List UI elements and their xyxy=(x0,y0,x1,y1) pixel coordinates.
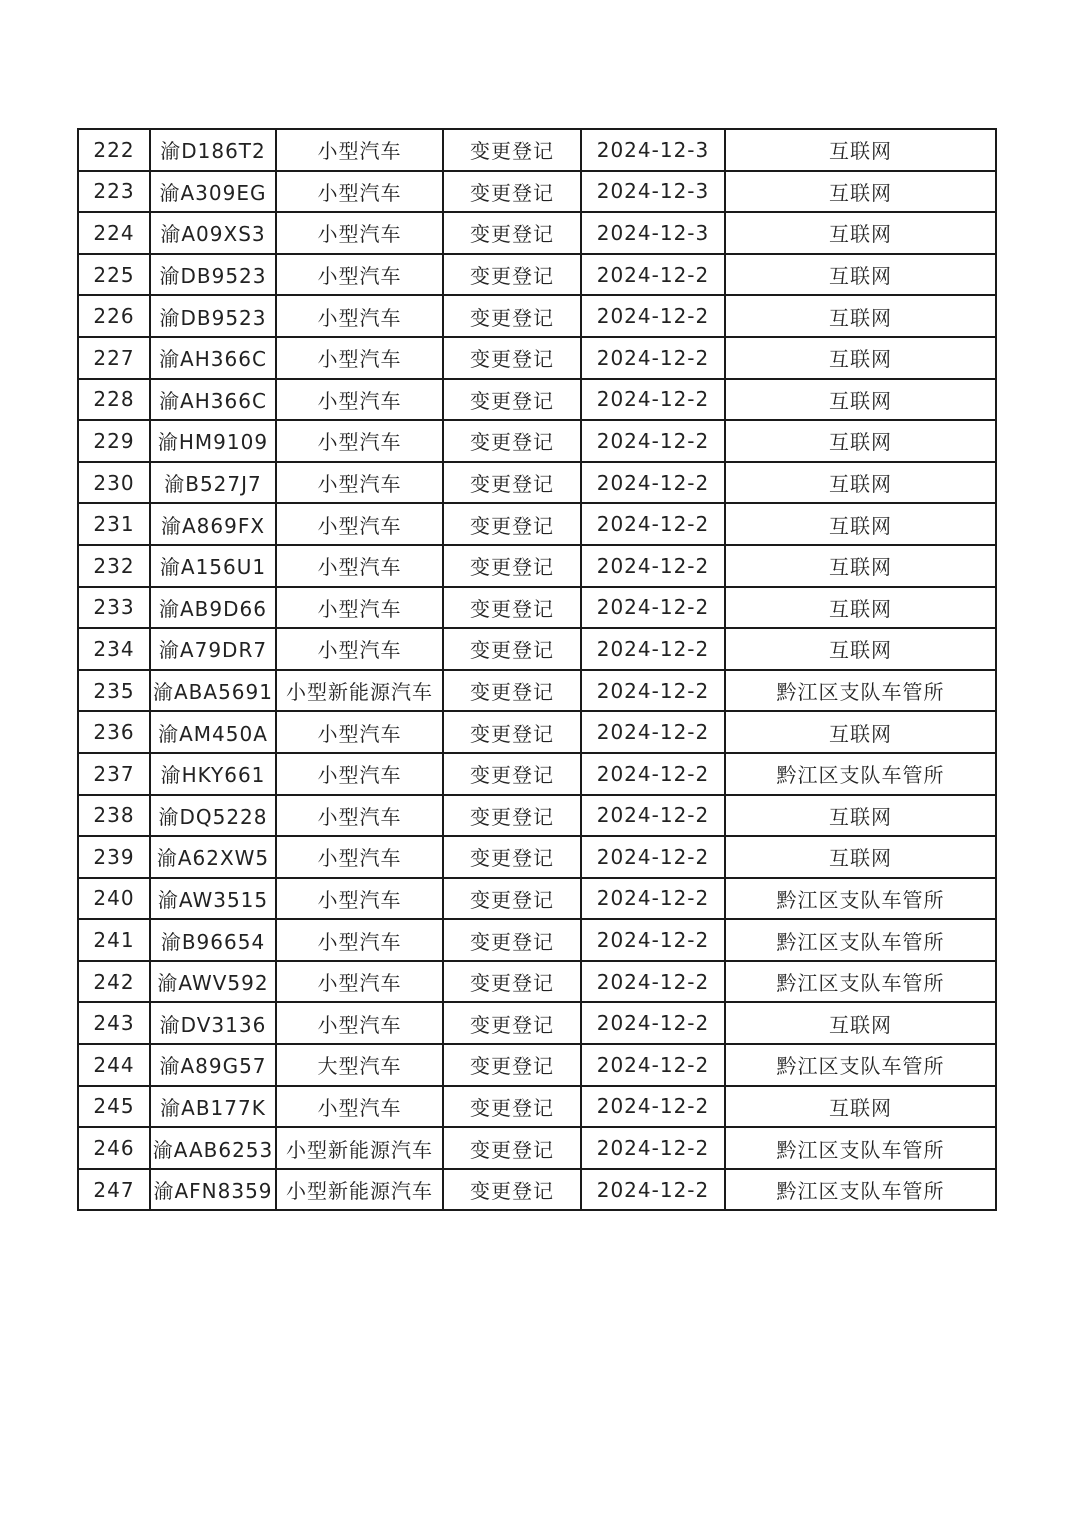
office-cell: 互联网 xyxy=(725,1002,996,1044)
row-number-cell: 232 xyxy=(78,545,150,587)
table-row xyxy=(78,545,996,587)
vehicle-type-cell: 小型汽车 xyxy=(276,420,443,462)
office-cell: 黔江区支队车管所 xyxy=(725,1127,996,1169)
vehicle-type-cell: 小型新能源汽车 xyxy=(276,1127,443,1169)
table-row xyxy=(78,753,996,795)
date-cell: 2024-12-2 xyxy=(581,836,725,878)
office-cell: 互联网 xyxy=(725,379,996,421)
office-cell: 互联网 xyxy=(725,420,996,462)
office-cell: 互联网 xyxy=(725,212,996,254)
plate-number-cell: 渝AW3515 xyxy=(150,878,276,920)
table-row xyxy=(78,295,996,337)
row-number-cell: 244 xyxy=(78,1044,150,1086)
plate-number-cell: 渝A309EG xyxy=(150,171,276,213)
business-type-cell: 变更登记 xyxy=(443,171,581,213)
table-row xyxy=(78,670,996,712)
row-number-cell: 243 xyxy=(78,1002,150,1044)
plate-number-cell: 渝A156U1 xyxy=(150,545,276,587)
table-row xyxy=(78,1044,996,1086)
plate-number-cell: 渝ABA5691 xyxy=(150,670,276,712)
office-cell: 互联网 xyxy=(725,836,996,878)
plate-number-cell: 渝DQ5228 xyxy=(150,795,276,837)
table-row xyxy=(78,129,996,171)
business-type-cell: 变更登记 xyxy=(443,379,581,421)
vehicle-type-cell: 小型汽车 xyxy=(276,919,443,961)
row-number-cell: 247 xyxy=(78,1169,150,1211)
row-number-cell: 223 xyxy=(78,171,150,213)
row-number-cell: 226 xyxy=(78,295,150,337)
business-type-cell: 变更登记 xyxy=(443,1127,581,1169)
row-number-cell: 237 xyxy=(78,753,150,795)
row-number-cell: 227 xyxy=(78,337,150,379)
office-cell: 黔江区支队车管所 xyxy=(725,961,996,1003)
row-number-cell: 241 xyxy=(78,919,150,961)
business-type-cell: 变更登记 xyxy=(443,420,581,462)
vehicle-type-cell: 小型汽车 xyxy=(276,379,443,421)
plate-number-cell: 渝DV3136 xyxy=(150,1002,276,1044)
table-row xyxy=(78,337,996,379)
business-type-cell: 变更登记 xyxy=(443,545,581,587)
row-number-cell: 242 xyxy=(78,961,150,1003)
business-type-cell: 变更登记 xyxy=(443,795,581,837)
row-number-cell: 222 xyxy=(78,129,150,171)
office-cell: 互联网 xyxy=(725,587,996,629)
row-number-cell: 239 xyxy=(78,836,150,878)
plate-number-cell: 渝A89G57 xyxy=(150,1044,276,1086)
vehicle-type-cell: 大型汽车 xyxy=(276,1044,443,1086)
office-cell: 互联网 xyxy=(725,711,996,753)
plate-number-cell: 渝DB9523 xyxy=(150,295,276,337)
business-type-cell: 变更登记 xyxy=(443,961,581,1003)
registration-table xyxy=(77,128,997,1211)
table-row xyxy=(78,961,996,1003)
date-cell: 2024-12-2 xyxy=(581,628,725,670)
row-number-cell: 225 xyxy=(78,254,150,296)
vehicle-type-cell: 小型汽车 xyxy=(276,961,443,1003)
row-number-cell: 224 xyxy=(78,212,150,254)
plate-number-cell: 渝HKY661 xyxy=(150,753,276,795)
row-number-cell: 230 xyxy=(78,462,150,504)
date-cell: 2024-12-2 xyxy=(581,795,725,837)
table-row xyxy=(78,503,996,545)
date-cell: 2024-12-2 xyxy=(581,919,725,961)
plate-number-cell: 渝AFN8359 xyxy=(150,1169,276,1211)
date-cell: 2024-12-2 xyxy=(581,587,725,629)
plate-number-cell: 渝B96654 xyxy=(150,919,276,961)
plate-number-cell: 渝AM450A xyxy=(150,711,276,753)
row-number-cell: 240 xyxy=(78,878,150,920)
table-row xyxy=(78,420,996,462)
plate-number-cell: 渝A79DR7 xyxy=(150,628,276,670)
business-type-cell: 变更登记 xyxy=(443,628,581,670)
business-type-cell: 变更登记 xyxy=(443,254,581,296)
business-type-cell: 变更登记 xyxy=(443,129,581,171)
table-row xyxy=(78,171,996,213)
table-row xyxy=(78,212,996,254)
vehicle-type-cell: 小型汽车 xyxy=(276,878,443,920)
office-cell: 互联网 xyxy=(725,129,996,171)
table-row xyxy=(78,587,996,629)
plate-number-cell: 渝D186T2 xyxy=(150,129,276,171)
date-cell: 2024-12-2 xyxy=(581,1086,725,1128)
office-cell: 黔江区支队车管所 xyxy=(725,753,996,795)
business-type-cell: 变更登记 xyxy=(443,1086,581,1128)
plate-number-cell: 渝A869FX xyxy=(150,503,276,545)
plate-number-cell: 渝A09XS3 xyxy=(150,212,276,254)
row-number-cell: 233 xyxy=(78,587,150,629)
date-cell: 2024-12-3 xyxy=(581,212,725,254)
business-type-cell: 变更登记 xyxy=(443,587,581,629)
business-type-cell: 变更登记 xyxy=(443,212,581,254)
date-cell: 2024-12-2 xyxy=(581,379,725,421)
date-cell: 2024-12-2 xyxy=(581,503,725,545)
office-cell: 互联网 xyxy=(725,295,996,337)
business-type-cell: 变更登记 xyxy=(443,295,581,337)
table-row xyxy=(78,919,996,961)
date-cell: 2024-12-2 xyxy=(581,545,725,587)
vehicle-type-cell: 小型汽车 xyxy=(276,795,443,837)
table-row xyxy=(78,836,996,878)
table-body xyxy=(78,129,996,1210)
business-type-cell: 变更登记 xyxy=(443,836,581,878)
table-row xyxy=(78,795,996,837)
date-cell: 2024-12-2 xyxy=(581,878,725,920)
row-number-cell: 238 xyxy=(78,795,150,837)
business-type-cell: 变更登记 xyxy=(443,753,581,795)
office-cell: 互联网 xyxy=(725,795,996,837)
business-type-cell: 变更登记 xyxy=(443,462,581,504)
row-number-cell: 246 xyxy=(78,1127,150,1169)
date-cell: 2024-12-2 xyxy=(581,420,725,462)
plate-number-cell: 渝HM9109 xyxy=(150,420,276,462)
row-number-cell: 236 xyxy=(78,711,150,753)
row-number-cell: 228 xyxy=(78,379,150,421)
table-row xyxy=(78,1127,996,1169)
table-row xyxy=(78,711,996,753)
table-row xyxy=(78,379,996,421)
plate-number-cell: 渝AAB6253 xyxy=(150,1127,276,1169)
office-cell: 黔江区支队车管所 xyxy=(725,878,996,920)
business-type-cell: 变更登记 xyxy=(443,711,581,753)
plate-number-cell: 渝DB9523 xyxy=(150,254,276,296)
date-cell: 2024-12-2 xyxy=(581,295,725,337)
date-cell: 2024-12-2 xyxy=(581,462,725,504)
office-cell: 互联网 xyxy=(725,337,996,379)
vehicle-type-cell: 小型汽车 xyxy=(276,337,443,379)
plate-number-cell: 渝AB9D66 xyxy=(150,587,276,629)
table-row xyxy=(78,462,996,504)
row-number-cell: 235 xyxy=(78,670,150,712)
table-row xyxy=(78,1002,996,1044)
vehicle-type-cell: 小型汽车 xyxy=(276,1086,443,1128)
date-cell: 2024-12-3 xyxy=(581,171,725,213)
table-row xyxy=(78,1169,996,1211)
business-type-cell: 变更登记 xyxy=(443,503,581,545)
vehicle-type-cell: 小型新能源汽车 xyxy=(276,670,443,712)
row-number-cell: 245 xyxy=(78,1086,150,1128)
date-cell: 2024-12-2 xyxy=(581,961,725,1003)
table-row xyxy=(78,1086,996,1128)
vehicle-type-cell: 小型汽车 xyxy=(276,254,443,296)
table-row xyxy=(78,878,996,920)
vehicle-type-cell: 小型汽车 xyxy=(276,212,443,254)
date-cell: 2024-12-2 xyxy=(581,1127,725,1169)
vehicle-type-cell: 小型汽车 xyxy=(276,836,443,878)
plate-number-cell: 渝B527J7 xyxy=(150,462,276,504)
date-cell: 2024-12-2 xyxy=(581,254,725,296)
office-cell: 互联网 xyxy=(725,254,996,296)
row-number-cell: 234 xyxy=(78,628,150,670)
vehicle-type-cell: 小型汽车 xyxy=(276,753,443,795)
vehicle-type-cell: 小型汽车 xyxy=(276,587,443,629)
plate-number-cell: 渝A62XW5 xyxy=(150,836,276,878)
office-cell: 黔江区支队车管所 xyxy=(725,919,996,961)
vehicle-type-cell: 小型汽车 xyxy=(276,1002,443,1044)
vehicle-type-cell: 小型汽车 xyxy=(276,129,443,171)
vehicle-type-cell: 小型汽车 xyxy=(276,503,443,545)
business-type-cell: 变更登记 xyxy=(443,919,581,961)
business-type-cell: 变更登记 xyxy=(443,337,581,379)
vehicle-type-cell: 小型汽车 xyxy=(276,295,443,337)
business-type-cell: 变更登记 xyxy=(443,878,581,920)
date-cell: 2024-12-2 xyxy=(581,1044,725,1086)
plate-number-cell: 渝AB177K xyxy=(150,1086,276,1128)
office-cell: 互联网 xyxy=(725,1086,996,1128)
plate-number-cell: 渝AH366C xyxy=(150,379,276,421)
table-row xyxy=(78,628,996,670)
vehicle-type-cell: 小型汽车 xyxy=(276,171,443,213)
vehicle-type-cell: 小型汽车 xyxy=(276,462,443,504)
office-cell: 互联网 xyxy=(725,628,996,670)
plate-number-cell: 渝AWV592 xyxy=(150,961,276,1003)
vehicle-type-cell: 小型汽车 xyxy=(276,711,443,753)
office-cell: 黔江区支队车管所 xyxy=(725,670,996,712)
business-type-cell: 变更登记 xyxy=(443,1002,581,1044)
plate-number-cell: 渝AH366C xyxy=(150,337,276,379)
office-cell: 互联网 xyxy=(725,545,996,587)
office-cell: 互联网 xyxy=(725,503,996,545)
date-cell: 2024-12-2 xyxy=(581,1169,725,1211)
office-cell: 互联网 xyxy=(725,462,996,504)
vehicle-type-cell: 小型汽车 xyxy=(276,545,443,587)
table-row xyxy=(78,254,996,296)
date-cell: 2024-12-2 xyxy=(581,753,725,795)
vehicle-type-cell: 小型汽车 xyxy=(276,628,443,670)
vehicle-type-cell: 小型新能源汽车 xyxy=(276,1169,443,1211)
date-cell: 2024-12-3 xyxy=(581,129,725,171)
date-cell: 2024-12-2 xyxy=(581,711,725,753)
row-number-cell: 229 xyxy=(78,420,150,462)
date-cell: 2024-12-2 xyxy=(581,1002,725,1044)
office-cell: 黔江区支队车管所 xyxy=(725,1044,996,1086)
date-cell: 2024-12-2 xyxy=(581,670,725,712)
office-cell: 互联网 xyxy=(725,171,996,213)
business-type-cell: 变更登记 xyxy=(443,1044,581,1086)
date-cell: 2024-12-2 xyxy=(581,337,725,379)
business-type-cell: 变更登记 xyxy=(443,1169,581,1211)
row-number-cell: 231 xyxy=(78,503,150,545)
office-cell: 黔江区支队车管所 xyxy=(725,1169,996,1211)
business-type-cell: 变更登记 xyxy=(443,670,581,712)
